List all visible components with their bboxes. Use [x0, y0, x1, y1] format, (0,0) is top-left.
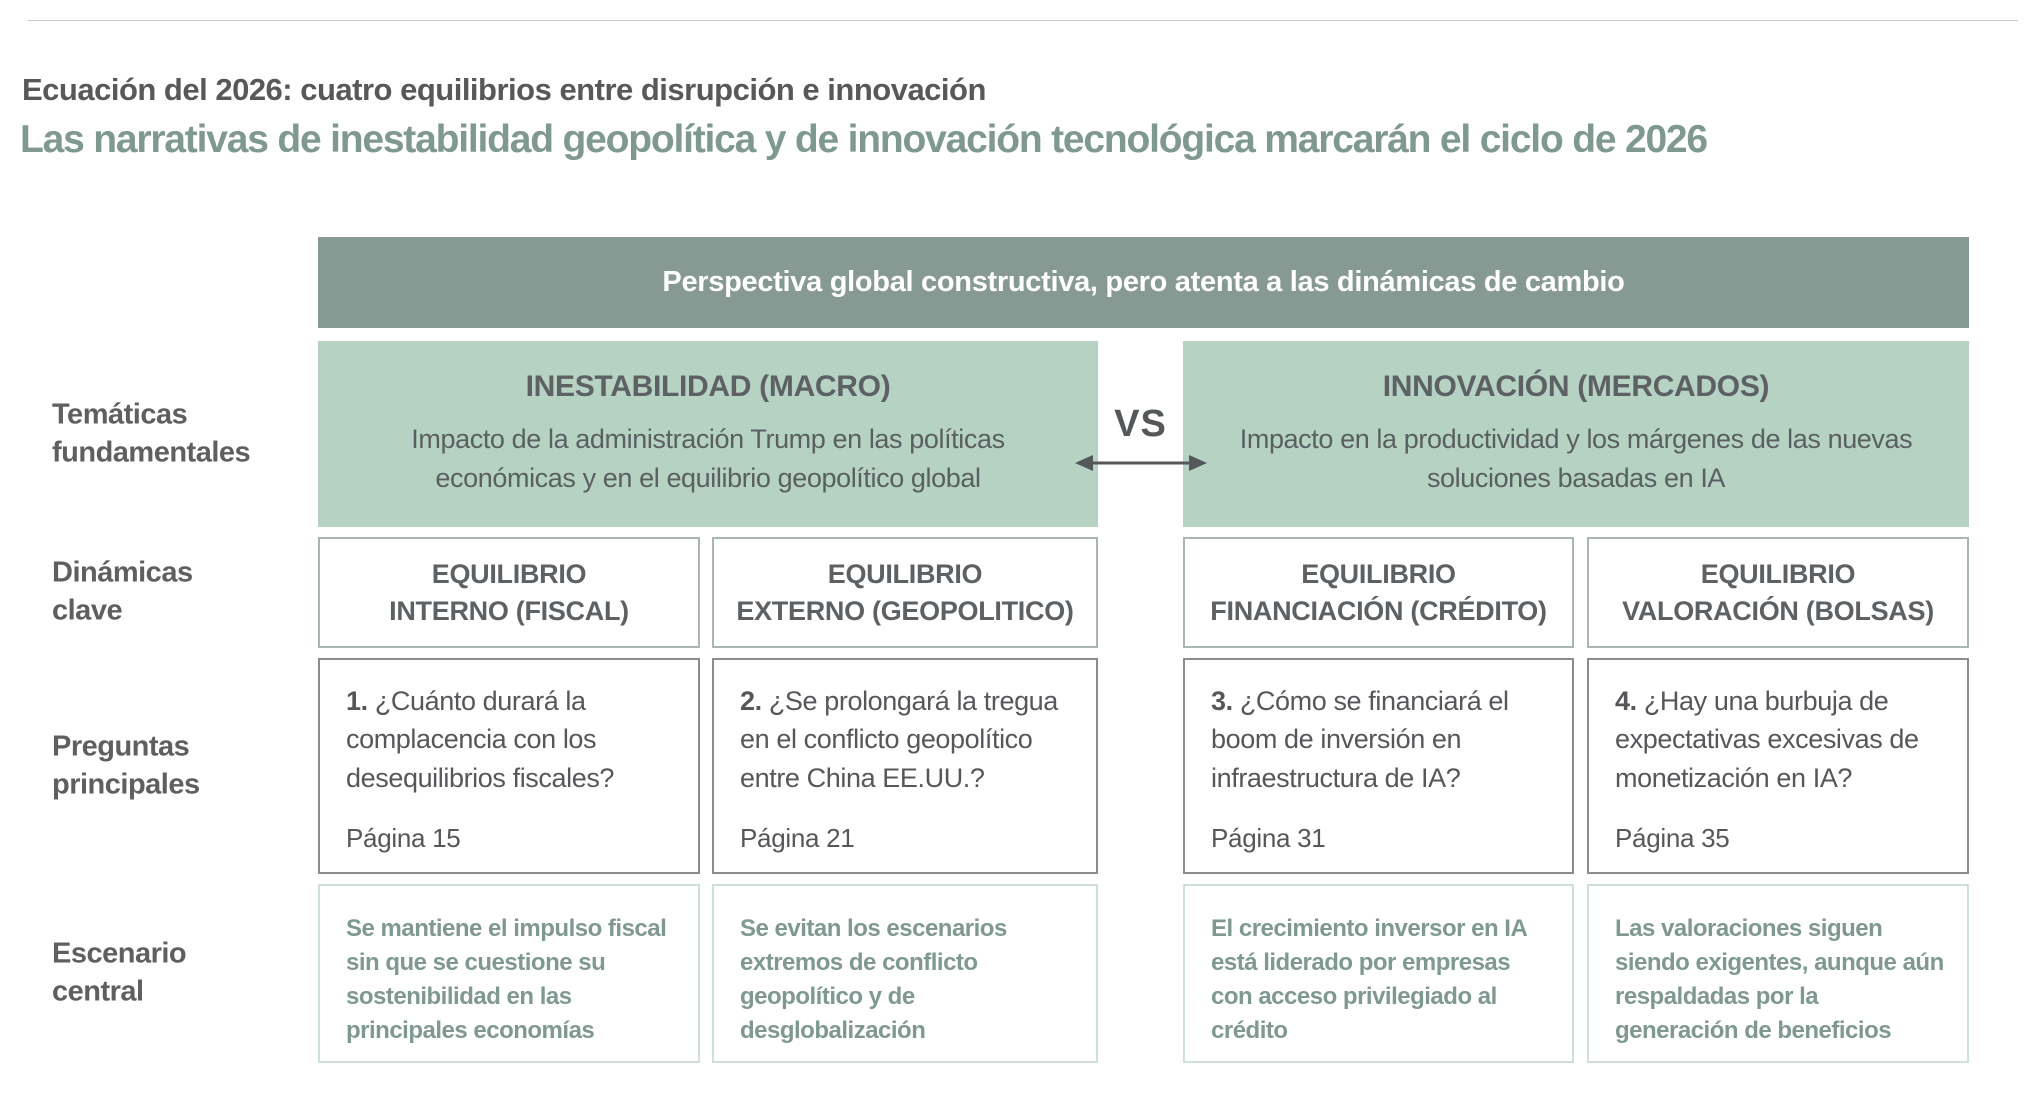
dynamic-line: EXTERNO (GEOPOLITICO)	[736, 595, 1074, 626]
kicker-title: Ecuación del 2026: cuatro equilibrios entre disrupción e innovación	[22, 72, 986, 107]
theme-title: INNOVACIÓN (MERCADOS)	[1382, 369, 1770, 403]
question-box-4	[1587, 658, 1969, 874]
question-number: 4.	[1615, 686, 1637, 716]
question-body: ¿Se prolongará la tregua en el conflicto geopolítico entre China EE.UU.?	[740, 686, 1058, 793]
row-label-dynamics	[52, 554, 292, 629]
row-label-questions	[52, 728, 292, 803]
row-label-scenario	[52, 935, 292, 1010]
page-title: Las narrativas de inestabilidad geopolítica y de innovación tecnológica marcarán el ciclo de 2026	[20, 118, 1707, 161]
row-label-line: clave	[52, 594, 123, 626]
dynamic-line: EQUILIBRIO	[827, 559, 983, 590]
theme-box-innovation	[1183, 341, 1969, 527]
question-body: ¿Cuánto durará la complacencia con los desequilibrios fiscales?	[346, 686, 615, 793]
scenario-text: Se mantiene el impulso fiscal sin que se cuestione su sostenibilidad en las principales economías	[346, 915, 667, 1045]
page-reference: Página 35	[1615, 823, 1730, 853]
row-label-line: Escenario	[52, 937, 187, 970]
dynamic-line: EQUILIBRIO	[1700, 559, 1856, 590]
scenario-box-2	[712, 884, 1098, 1063]
question-body: ¿Hay una burbuja de expectativas excesivas de monetización en IA?	[1615, 686, 1919, 793]
equilibrium-matrix	[318, 237, 1969, 1063]
double-arrow-icon	[1075, 453, 1207, 473]
scenario-box-4	[1587, 884, 1969, 1063]
row-label-line: fundamentales	[52, 436, 251, 468]
theme-box-instability	[318, 341, 1098, 527]
page-reference: Página 15	[346, 823, 461, 853]
scenario-box-3	[1183, 884, 1574, 1063]
question-box-2	[712, 658, 1098, 874]
dynamic-line: EQUILIBRIO	[1301, 559, 1456, 590]
theme-description: Impacto en la productividad y los márgenes de las nuevas soluciones basadas en IA	[1239, 423, 1913, 493]
dynamic-box-fiscal	[318, 537, 700, 648]
theme-title: INESTABILIDAD (MACRO)	[525, 369, 891, 403]
dynamic-line: INTERNO (FISCAL)	[389, 595, 629, 626]
theme-description: Impacto de la administración Trump en las políticas económicas y en el equilibrio geopolítico global	[411, 423, 1005, 493]
row-label-line: central	[52, 975, 144, 1007]
row-label-line: Dinámicas	[52, 556, 193, 589]
dynamic-box-equities	[1587, 537, 1969, 648]
dynamic-line: FINANCIACIÓN (CRÉDITO)	[1210, 595, 1547, 626]
row-label-line: Temáticas	[52, 398, 188, 431]
scenario-box-1	[318, 884, 700, 1063]
question-number: 3.	[1211, 686, 1233, 716]
dynamic-box-credit	[1183, 537, 1574, 648]
question-box-1	[318, 658, 700, 874]
question-box-3	[1183, 658, 1574, 874]
dynamic-box-geopolitical	[712, 537, 1098, 648]
question-text	[346, 682, 676, 797]
perspective-banner: Perspectiva global constructiva, pero atenta a las dinámicas de cambio	[318, 237, 1969, 328]
question-number: 2.	[740, 686, 762, 716]
page-reference: Página 31	[1211, 823, 1326, 853]
vs-label: VS	[1114, 403, 1167, 445]
vs-cell	[1098, 341, 1183, 527]
scenario-text: El crecimiento inversor en IA está liderado por empresas con acceso privilegiado al crédito	[1211, 915, 1527, 1045]
question-text	[740, 682, 1074, 797]
dynamic-line: EQUILIBRIO	[431, 559, 587, 590]
top-divider-line	[28, 20, 2018, 21]
question-text	[1615, 682, 1945, 797]
row-label-line: principales	[52, 768, 200, 800]
row-label-line: Preguntas	[52, 730, 190, 763]
dynamic-line: VALORACIÓN (BOLSAS)	[1622, 595, 1934, 626]
page-reference: Página 21	[740, 823, 855, 853]
question-text	[1211, 682, 1550, 797]
question-body: ¿Cómo se financiará el boom de inversión en infraestructura de IA?	[1211, 686, 1509, 793]
row-label-themes	[52, 396, 292, 471]
scenario-text: Se evitan los escenarios extremos de conflicto geopolítico y de desglobalización	[740, 915, 1007, 1045]
scenario-text: Las valoraciones siguen siendo exigentes, aunque aún respaldadas por la generación de beneficios	[1615, 915, 1944, 1045]
question-number: 1.	[346, 686, 368, 716]
